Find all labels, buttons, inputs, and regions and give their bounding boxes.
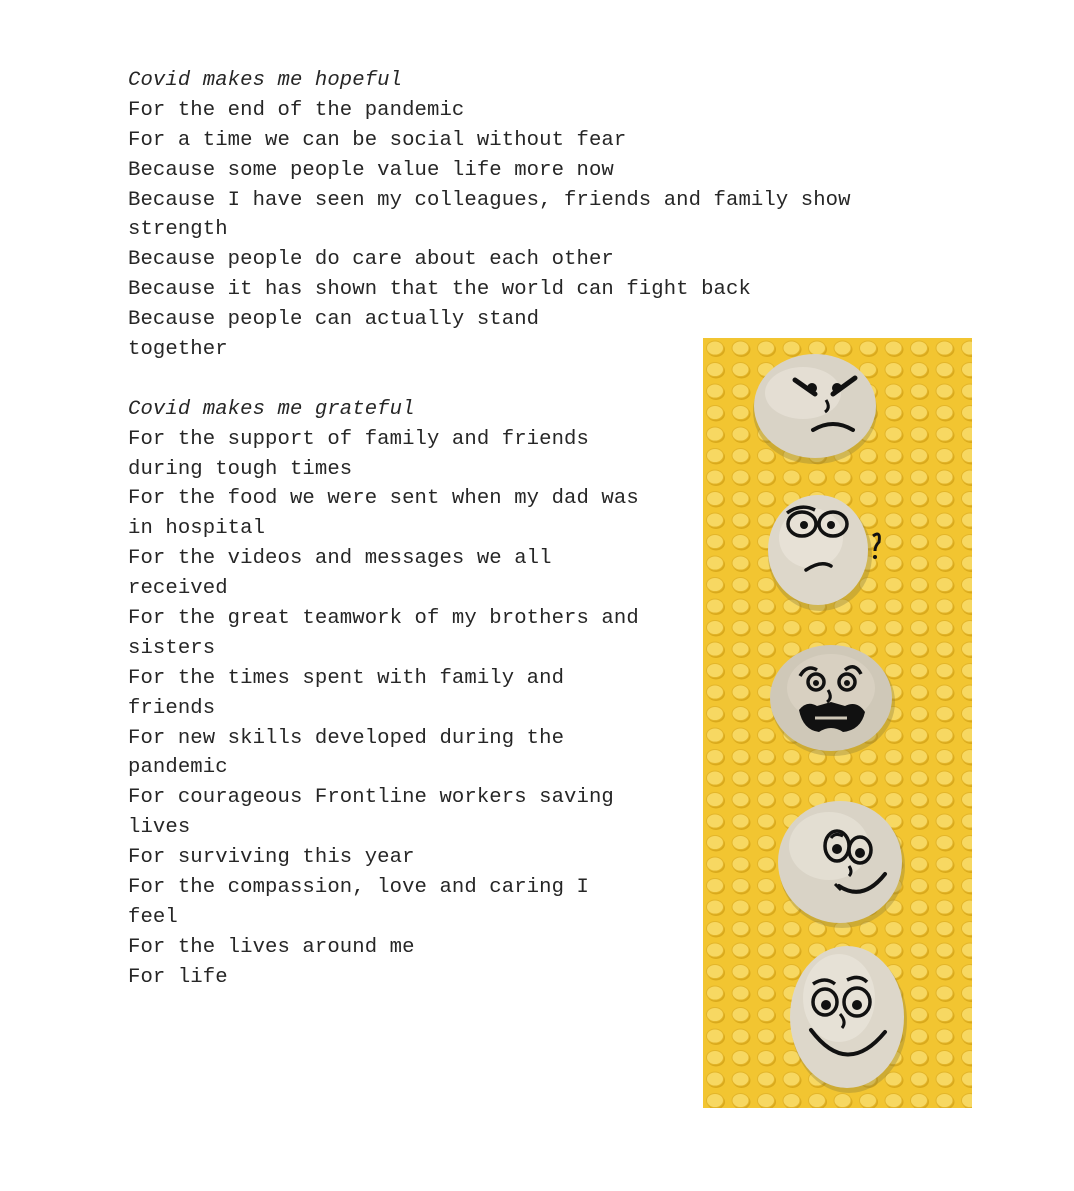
lego-stud [732, 535, 749, 549]
lego-stud [707, 406, 724, 420]
stanza-2-line: For the support of family and friends [128, 427, 589, 451]
lego-stud [911, 750, 928, 764]
lego-stud [707, 793, 724, 807]
angry-face-stone [753, 354, 877, 464]
stanza-1-line: For a time we can be social without fear [128, 128, 627, 152]
lego-stud [911, 793, 928, 807]
lego-stud [911, 1008, 928, 1022]
lego-stud [707, 814, 724, 828]
lego-stud [911, 707, 928, 721]
lego-stud [834, 1094, 851, 1108]
lego-stud [911, 341, 928, 355]
lego-stud [911, 836, 928, 850]
lego-stud [885, 771, 902, 785]
lego-stud [885, 406, 902, 420]
lego-stud [885, 578, 902, 592]
lego-stud [936, 793, 953, 807]
lego-stud [732, 1029, 749, 1043]
lego-stud [936, 470, 953, 484]
lego-stud [885, 363, 902, 377]
stanza-2-line: For surviving this year [128, 846, 415, 870]
lego-stud [732, 685, 749, 699]
lego-stud [707, 449, 724, 463]
lego-stud [758, 965, 775, 979]
lego-stud [860, 492, 877, 506]
lego-stud [911, 556, 928, 570]
lego-stud [783, 1072, 800, 1086]
lego-stud [732, 621, 749, 635]
lego-stud [885, 449, 902, 463]
lego-stud [885, 1094, 902, 1108]
lego-stud [936, 492, 953, 506]
lego-stud [732, 750, 749, 764]
lego-stud [936, 922, 953, 936]
stanza-1-line: Because it has shown that the world can fight back [128, 278, 751, 302]
stanza-1-line: Because I have seen my colleagues, friends and family show [128, 188, 851, 212]
lego-stud [860, 621, 877, 635]
stanza-1-line: strength [128, 218, 228, 242]
lego-stud [911, 965, 928, 979]
lego-stud [707, 900, 724, 914]
lego-stud [732, 836, 749, 850]
lego-stud [707, 1029, 724, 1043]
lego-stud [936, 1051, 953, 1065]
lego-stud [732, 556, 749, 570]
lego-stud [783, 922, 800, 936]
lego-stud [783, 470, 800, 484]
lego-stud [860, 470, 877, 484]
lego-stud [911, 535, 928, 549]
lego-stud [885, 556, 902, 570]
lego-stud [936, 513, 953, 527]
lego-stud [936, 965, 953, 979]
lego-stud [936, 1008, 953, 1022]
lego-stud [885, 341, 902, 355]
lego-stud [732, 599, 749, 613]
lego-stud [732, 793, 749, 807]
lego-stud [758, 1094, 775, 1108]
lego-stud [885, 664, 902, 678]
lego-stud [936, 599, 953, 613]
lego-stud [732, 728, 749, 742]
lego-stud [732, 642, 749, 656]
lego-stud [783, 1094, 800, 1108]
lego-stud [911, 857, 928, 871]
lego-stud [758, 814, 775, 828]
emotion-stones-image [703, 338, 972, 1108]
stanza-2-line: For new skills developed during the [128, 726, 565, 750]
stanza-2-line: lives [128, 816, 191, 840]
lego-stud [707, 707, 724, 721]
lego-stud [936, 578, 953, 592]
lego-stud [732, 427, 749, 441]
lego-stud [936, 621, 953, 635]
lego-stud [860, 771, 877, 785]
lego-stud [758, 513, 775, 527]
lego-stud [936, 363, 953, 377]
lego-stud [758, 1051, 775, 1065]
lego-stud [758, 341, 775, 355]
lego-stud [936, 384, 953, 398]
lego-stud [758, 857, 775, 871]
lego-stud [911, 621, 928, 635]
lego-stud [758, 750, 775, 764]
stanza-2-line: friends [128, 696, 216, 720]
stanza-2-line: in hospital [128, 517, 266, 541]
lego-stud [707, 771, 724, 785]
lego-stud [732, 922, 749, 936]
lego-stud [732, 363, 749, 377]
lego-stud [758, 664, 775, 678]
lego-stud [707, 986, 724, 1000]
lego-stud [758, 793, 775, 807]
lego-stud [936, 406, 953, 420]
stanza-2-line: pandemic [128, 756, 228, 780]
lego-stud [707, 556, 724, 570]
lego-stud [732, 771, 749, 785]
lego-stud [911, 728, 928, 742]
lego-stud [732, 513, 749, 527]
stanza-2-line: For the great teamwork of my brothers and [128, 607, 639, 631]
lego-stud [732, 1008, 749, 1022]
stanza-2-line: For life [128, 965, 228, 989]
lego-stud [885, 728, 902, 742]
lego-stud [732, 449, 749, 463]
lego-stud [758, 470, 775, 484]
lego-stud [732, 707, 749, 721]
lego-stud [809, 470, 826, 484]
lego-stud [911, 771, 928, 785]
lego-stud [936, 857, 953, 871]
lego-stud [936, 836, 953, 850]
lego-stud [911, 900, 928, 914]
lego-stud [707, 857, 724, 871]
stanza-2-line: during tough times [128, 457, 353, 481]
lego-stud [758, 449, 775, 463]
lego-stud [911, 943, 928, 957]
lego-stud [758, 1008, 775, 1022]
stanza-2-title: Covid makes me grateful [128, 397, 415, 421]
lego-stud [911, 986, 928, 1000]
lego-stud [707, 879, 724, 893]
stanza-1-line: Because people can actually stand [128, 308, 540, 332]
lego-stud [783, 943, 800, 957]
lego-stud [911, 470, 928, 484]
stanza-1-line: Because some people value life more now [128, 158, 614, 182]
lego-stud [834, 771, 851, 785]
lego-stud [911, 879, 928, 893]
lego-stud [911, 449, 928, 463]
lego-stud [885, 470, 902, 484]
lego-stud [758, 621, 775, 635]
lego-stud [732, 578, 749, 592]
stanza-2-line: For the lives around me [128, 935, 415, 959]
stanza-2-line: For courageous Frontline workers saving [128, 786, 614, 810]
lego-stud [707, 513, 724, 527]
lego-stud [911, 599, 928, 613]
stanza-1-line: For the end of the pandemic [128, 98, 465, 122]
lego-stud [885, 793, 902, 807]
stanza-2-line: For the times spent with family and [128, 666, 565, 690]
lego-stud [707, 750, 724, 764]
lego-stud [936, 771, 953, 785]
lego-stud [707, 943, 724, 957]
lego-stud [911, 406, 928, 420]
lego-stud [936, 535, 953, 549]
lego-stud [783, 621, 800, 635]
lego-stud [732, 406, 749, 420]
stanza-1-line: Because people do care about each other [128, 248, 614, 272]
lego-stud [936, 879, 953, 893]
stanza-2-line: For the compassion, love and caring I [128, 876, 589, 900]
lego-stud [885, 642, 902, 656]
lego-stud [936, 728, 953, 742]
lego-stud [860, 599, 877, 613]
lego-stud [758, 1072, 775, 1086]
lego-stud [809, 1094, 826, 1108]
lego-stud [911, 384, 928, 398]
lego-stud [707, 492, 724, 506]
lego-stud [732, 492, 749, 506]
lego-stud [758, 986, 775, 1000]
lego-stud [707, 427, 724, 441]
lego-stud [732, 900, 749, 914]
lego-stud [885, 384, 902, 398]
lego-stud [885, 922, 902, 936]
lego-stud [707, 621, 724, 635]
lego-stud [860, 1094, 877, 1108]
lego-stud [885, 513, 902, 527]
lego-stud [707, 728, 724, 742]
lego-stud [885, 492, 902, 506]
lego-stud [707, 685, 724, 699]
lego-stud [732, 1072, 749, 1086]
lego-stud [936, 664, 953, 678]
lego-stud [783, 965, 800, 979]
lego-stud [885, 599, 902, 613]
lego-stud [936, 685, 953, 699]
lego-stud [936, 642, 953, 656]
lego-stud [758, 900, 775, 914]
stanza-1-line: together [128, 338, 228, 362]
lego-stud [707, 384, 724, 398]
lego-stud [707, 1051, 724, 1065]
lego-stud [911, 427, 928, 441]
stanza-2-line: For the videos and messages we all [128, 547, 552, 571]
lego-stud [885, 943, 902, 957]
lego-stud [885, 621, 902, 635]
lego-stud [732, 470, 749, 484]
lego-stud [936, 1072, 953, 1086]
lego-stud [758, 728, 775, 742]
stanza-2-line: For the food we were sent when my dad was [128, 487, 639, 511]
lego-stud [936, 341, 953, 355]
lego-stud [732, 664, 749, 678]
lego-stud [911, 363, 928, 377]
lego-stud [911, 685, 928, 699]
lego-stud [911, 664, 928, 678]
lego-stud [707, 1094, 724, 1108]
lego-stud [732, 814, 749, 828]
lego-stud [936, 449, 953, 463]
lego-stud [936, 986, 953, 1000]
lego-stud [911, 1072, 928, 1086]
lego-stud [707, 341, 724, 355]
lego-stud [860, 750, 877, 764]
lego-stud [732, 384, 749, 398]
lego-stud [758, 771, 775, 785]
lego-stud [860, 449, 877, 463]
lego-stud [732, 1094, 749, 1108]
lego-stud [809, 771, 826, 785]
lego-stud [936, 750, 953, 764]
lego-stud [809, 341, 826, 355]
lego-stud [936, 427, 953, 441]
lego-stud [707, 836, 724, 850]
lego-stud [885, 750, 902, 764]
lego-stud [758, 1029, 775, 1043]
stanza-2-line: feel [128, 905, 178, 929]
stanza-2-line: received [128, 577, 228, 601]
lego-stud [936, 1094, 953, 1108]
lego-stud [911, 1051, 928, 1065]
lego-stud [732, 857, 749, 871]
lego-stud [834, 341, 851, 355]
lego-stud [758, 642, 775, 656]
lego-stud [758, 836, 775, 850]
lego-stud [758, 943, 775, 957]
lego-stud [732, 965, 749, 979]
stanza-1-title: Covid makes me hopeful [128, 69, 403, 92]
lego-stud [860, 793, 877, 807]
lego-stud [732, 1051, 749, 1065]
lego-stud [936, 556, 953, 570]
lego-stud [936, 707, 953, 721]
lego-stud [783, 341, 800, 355]
lego-stud [783, 750, 800, 764]
lego-stud [860, 341, 877, 355]
lego-stud [911, 513, 928, 527]
lego-stud [707, 664, 724, 678]
lego-stud [707, 1072, 724, 1086]
lego-stud [707, 922, 724, 936]
lego-stud [758, 578, 775, 592]
lego-stud [936, 943, 953, 957]
lego-stud [758, 492, 775, 506]
lego-stud [758, 879, 775, 893]
lego-stud [936, 814, 953, 828]
stanza-2-line: sisters [128, 636, 216, 660]
lego-stud [732, 341, 749, 355]
lego-stud [707, 1008, 724, 1022]
lego-stud [758, 599, 775, 613]
lego-stud [911, 1094, 928, 1108]
emotion-stones-photo [703, 338, 972, 1108]
lego-stud [911, 922, 928, 936]
lego-stud [936, 900, 953, 914]
lego-stud [732, 986, 749, 1000]
lego-stud [707, 470, 724, 484]
lego-stud [911, 642, 928, 656]
lego-stud [809, 621, 826, 635]
lego-stud [911, 492, 928, 506]
lego-stud [758, 922, 775, 936]
lego-stud [707, 578, 724, 592]
lego-stud [911, 814, 928, 828]
lego-stud [834, 470, 851, 484]
lego-stud [707, 642, 724, 656]
lego-stud [783, 771, 800, 785]
lego-stud [707, 363, 724, 377]
lego-stud [707, 599, 724, 613]
lego-stud [911, 578, 928, 592]
lego-stud [911, 1029, 928, 1043]
lego-stud [885, 535, 902, 549]
lego-stud [936, 1029, 953, 1043]
lego-stud [885, 427, 902, 441]
lego-stud [783, 793, 800, 807]
lego-stud [732, 879, 749, 893]
lego-stud [707, 535, 724, 549]
lego-stud [732, 943, 749, 957]
lego-stud [707, 965, 724, 979]
lego-stud [834, 621, 851, 635]
